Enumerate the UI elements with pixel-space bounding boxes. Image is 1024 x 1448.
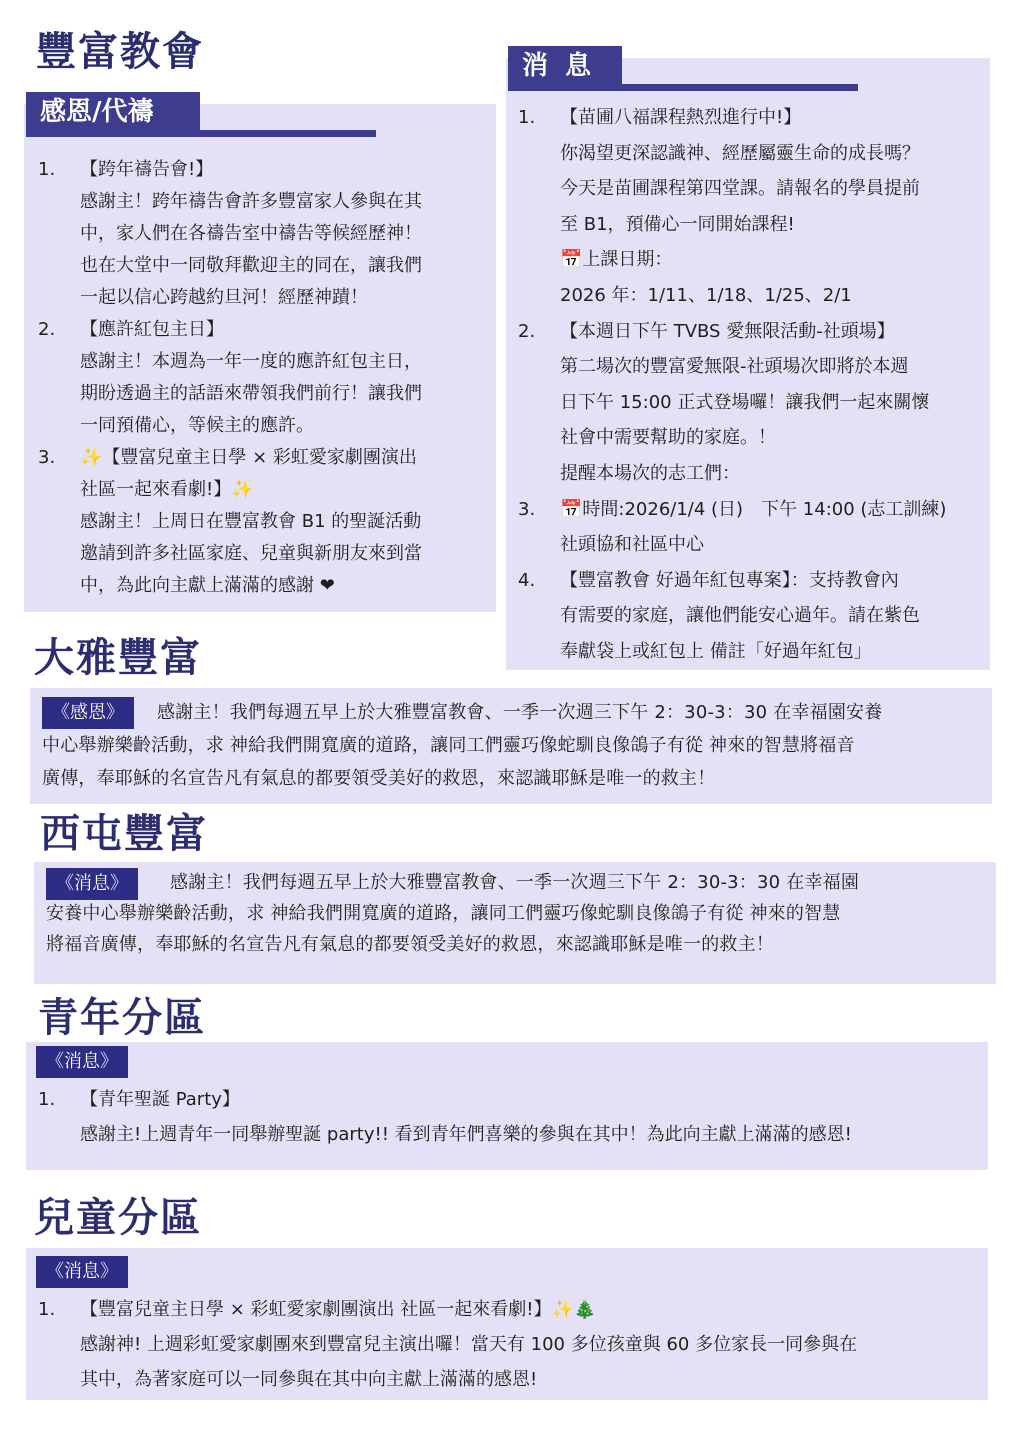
news-item-2 <box>518 314 988 492</box>
daya-heading: 大雅豐富 <box>34 635 202 681</box>
xitun-line: 將福音廣傳，奉耶穌的名宣告凡有氣息的都要領受美好的救恩，來認識耶穌是唯一的救主！ <box>46 934 774 955</box>
daya-line: 廣傳，奉耶穌的名宣告凡有氣息的都要領受美好的救恩，來認識耶穌是唯一的救主！ <box>42 768 716 789</box>
news-item-line: 📅時間:2026/1/4 (日) 下午 14:00 (志工訓練) <box>560 498 947 520</box>
xitun-badge: 《消息》 <box>46 868 138 900</box>
youth-list <box>38 1082 978 1152</box>
youth-item-1 <box>38 1082 978 1152</box>
youth-item-line: 感謝主!上週青年一同舉辦聖誕 party!! 看到青年們喜樂的參與在其中！為此向主獻上滿滿的感恩! <box>80 1124 852 1145</box>
youth-badge: 《消息》 <box>36 1046 128 1078</box>
news-item-number: 1. <box>518 107 536 128</box>
news-item-number: 3. <box>518 498 536 520</box>
thanks-item-title: 社區一起來看劇!】✨ <box>80 479 254 500</box>
news-item-title: 【豐富教會 好過年紅包專案】：支持教會內 <box>560 569 899 591</box>
news-item-line: 社會中需要幫助的家庭。！ <box>560 427 776 449</box>
news-item-line: 有需要的家庭，讓他們能安心過年。請在紫色 <box>560 605 920 627</box>
thanks-item-line: 中，為此向主獻上滿滿的感謝 ❤ <box>80 575 335 596</box>
kids-item-1 <box>38 1292 978 1397</box>
youth-item-title: 【青年聖誕 Party】 <box>80 1089 240 1110</box>
thanks-item-line: 邀請到許多社區家庭、兒童與新朋友來到當 <box>80 543 422 564</box>
thanks-item-2 <box>38 314 488 442</box>
thanks-item-line: 一起以信心跨越約旦河！經歷神蹟！ <box>80 287 368 308</box>
news-heading-underline <box>508 84 858 91</box>
youth-item-number: 1. <box>38 1089 56 1110</box>
news-item-line: 你渴望更深認識神、經歷屬靈生命的成長嗎？ <box>560 142 920 164</box>
thanks-item-line: 感謝主！上周日在豐富教會 B1 的聖誕活動 <box>80 511 422 532</box>
news-item-title: 【本週日下午 TVBS 愛無限活動-社頭場】 <box>560 320 895 342</box>
thanks-item-line: 感謝主！跨年禱告會許多豐富家人參與在其 <box>80 191 422 212</box>
kids-item-line: 其中，為著家庭可以一同參與在其中向主獻上滿滿的感恩! <box>80 1369 538 1390</box>
xitun-text <box>46 867 976 960</box>
page-title: 豐富教會 <box>36 29 204 75</box>
thanks-item-title: 【應許紅包主日】 <box>80 319 224 340</box>
news-item-line: 提醒本場次的志工們： <box>560 462 740 484</box>
thanks-item-1 <box>38 154 488 314</box>
news-item-line: 社頭協和社區中心 <box>560 534 704 556</box>
thanks-item-number: 1. <box>38 159 56 180</box>
xitun-line: 感謝主！我們每週五早上於大雅豐富教會、一季一次週三下午 2：30-3：30 在幸福園 <box>170 872 860 893</box>
thanks-item-number: 3. <box>38 447 56 468</box>
thanks-item-3 <box>38 442 488 602</box>
kids-heading: 兒童分區 <box>34 1195 202 1241</box>
thanks-heading: 感恩/代禱 <box>26 92 200 134</box>
news-item-number: 4. <box>518 569 536 591</box>
news-item-line: 今天是苗圃課程第四堂課。請報名的學員提前 <box>560 178 920 200</box>
news-list <box>518 100 988 670</box>
thanks-item-title: ✨【豐富兒童主日學 × 彩虹愛家劇團演出 <box>80 447 417 468</box>
kids-badge: 《消息》 <box>36 1256 128 1288</box>
news-item-line: 2026 年：1/11、1/18、1/25、2/1 <box>560 284 852 306</box>
kids-list <box>38 1292 978 1397</box>
news-item-title: 【苗圃八福課程熱烈進行中!】 <box>560 107 802 128</box>
news-item-number: 2. <box>518 320 536 342</box>
thanks-item-line: 也在大堂中一同敬拜歡迎主的同在，讓我們 <box>80 255 422 276</box>
xitun-heading: 西屯豐富 <box>40 811 208 857</box>
news-item-3 <box>518 492 988 563</box>
thanks-item-number: 2. <box>38 319 56 340</box>
news-item-4 <box>518 563 988 670</box>
daya-line: 中心舉辦樂齡活動，求 神給我們開寬廣的道路，讓同工們靈巧像蛇馴良像鴿子有從 神來的智慧將福音 <box>42 735 855 756</box>
thanks-item-line: 中，家人們在各禱告室中禱告等候經歷神！ <box>80 223 422 244</box>
youth-heading: 青年分區 <box>38 995 206 1041</box>
thanks-item-line: 期盼透過主的話語來帶領我們前行！讓我們 <box>80 383 422 404</box>
kids-item-title: 【豐富兒童主日學 × 彩虹愛家劇團演出 社區一起來看劇!】✨🎄 <box>80 1299 597 1320</box>
thanks-list <box>38 154 488 602</box>
kids-item-number: 1. <box>38 1299 56 1320</box>
daya-line: 感謝主！我們每週五早上於大雅豐富教會、一季一次週三下午 2：30-3：30 在幸福園安養 <box>157 702 883 723</box>
kids-item-line: 感謝神! 上週彩虹愛家劇團來到豐富兒主演出囉！當天有 100 多位孩童與 60 多位家長一同參與在 <box>80 1334 858 1355</box>
thanks-heading-underline <box>26 130 376 137</box>
news-item-line: 📅上課日期： <box>560 249 673 271</box>
news-item-line: 第二場次的豐富愛無限-社頭場次即將於本週 <box>560 356 909 378</box>
news-item-1 <box>518 100 988 314</box>
thanks-item-title: 【跨年禱告會!】 <box>80 159 214 180</box>
news-item-line: 奉獻袋上或紅包上 備註「好過年紅包」 <box>560 640 872 662</box>
news-item-line: 日下午 15:00 正式登場囉！讓我們一起來關懷 <box>560 391 930 413</box>
xitun-line: 安養中心舉辦樂齡活動，求 神給我們開寬廣的道路，讓同工們靈巧像蛇馴良像鴿子有從 神來的智慧 <box>46 903 841 924</box>
news-heading: 消 息 <box>508 46 622 88</box>
news-item-line: 至 B1，預備心一同開始課程! <box>560 213 795 235</box>
thanks-item-line: 一同預備心，等候主的應許。 <box>80 415 314 436</box>
thanks-item-line: 感謝主！本週為一年一度的應許紅包主日， <box>80 351 422 372</box>
daya-text <box>42 696 982 795</box>
daya-badge: 《感恩》 <box>42 697 134 729</box>
